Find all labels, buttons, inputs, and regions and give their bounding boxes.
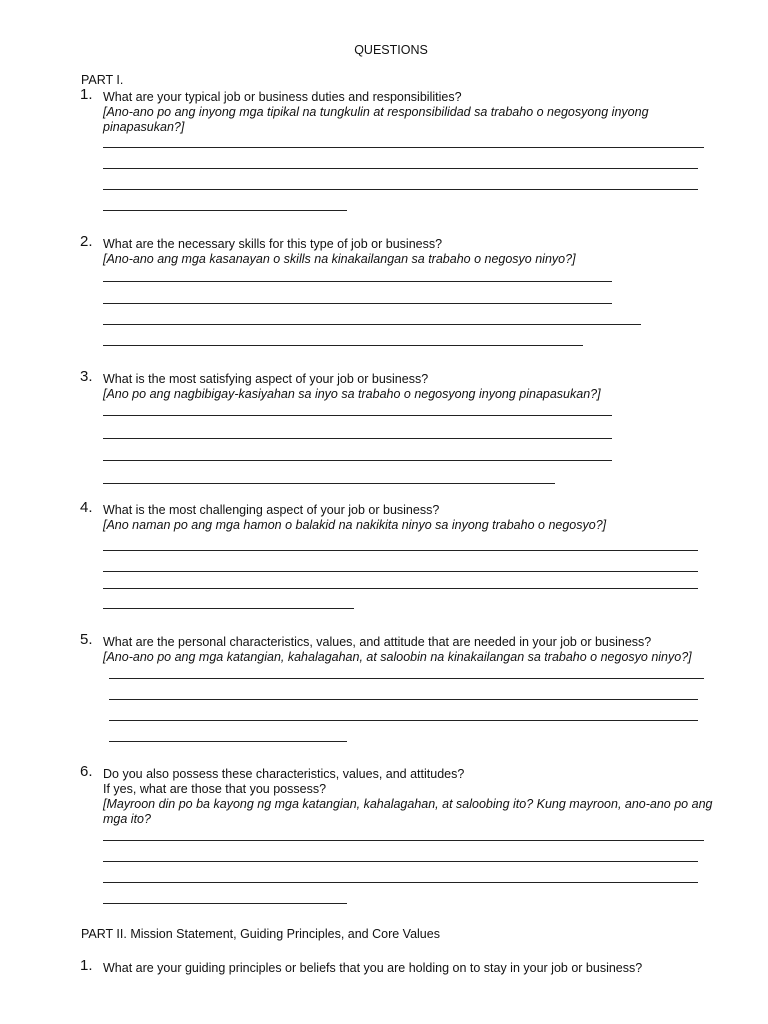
question-text	[103, 90, 723, 135]
answer-line[interactable]	[109, 741, 347, 742]
answer-line[interactable]	[103, 147, 704, 148]
question-english: What are your typical job or business duties and responsibilities?	[103, 90, 462, 104]
answer-line[interactable]	[103, 324, 641, 325]
answer-line[interactable]	[103, 460, 612, 461]
question-english: What is the most satisfying aspect of your job or business?	[103, 372, 429, 386]
question-number: 1.	[80, 86, 93, 103]
page-title: QUESTIONS	[354, 43, 428, 57]
answer-line[interactable]	[103, 189, 698, 190]
answer-line[interactable]	[103, 571, 698, 572]
answer-line[interactable]	[103, 903, 347, 904]
question-english: What are your guiding principles or beliefs that you are holding on to stay in your job or business?	[103, 961, 643, 975]
question-translation: [Ano naman po ang mga hamon o balakid na nakikita ninyo sa inyong trabaho o negosyo?]	[103, 518, 607, 532]
answer-line[interactable]	[103, 608, 354, 609]
question-text	[103, 635, 723, 665]
question-translation: [Ano-ano po ang inyong mga tipikal na tungkulin at responsibilidad sa trabaho o negosyong inyong pinapasukan?]	[103, 105, 649, 134]
answer-line[interactable]	[103, 303, 612, 304]
question-number: 1.	[80, 957, 93, 974]
part1-heading: PART I.	[81, 73, 124, 87]
answer-line[interactable]	[103, 345, 583, 346]
answer-line[interactable]	[103, 438, 612, 439]
question-number: 3.	[80, 368, 93, 385]
answer-line[interactable]	[109, 678, 704, 679]
answer-line[interactable]	[103, 168, 698, 169]
question-text	[103, 237, 723, 267]
answer-line[interactable]	[109, 699, 698, 700]
question-number: 6.	[80, 763, 93, 780]
question-subtext: If yes, what are those that you possess?	[103, 782, 327, 796]
question-text	[103, 767, 723, 827]
question-text	[103, 961, 723, 976]
answer-line[interactable]	[103, 281, 612, 282]
answer-line[interactable]	[109, 720, 698, 721]
answer-line[interactable]	[103, 483, 555, 484]
question-english: What are the personal characteristics, values, and attitude that are needed in your job or business?	[103, 635, 652, 649]
question-translation: [Ano po ang nagbibigay-kasiyahan sa inyo sa trabaho o negosyong inyong pinapasukan?]	[103, 387, 601, 401]
question-text	[103, 372, 723, 402]
question-english: What are the necessary skills for this type of job or business?	[103, 237, 443, 251]
question-number: 5.	[80, 631, 93, 648]
question-number: 4.	[80, 499, 93, 516]
question-english: What is the most challenging aspect of your job or business?	[103, 503, 440, 517]
question-translation: [Ano-ano ang mga kasanayan o skills na kinakailangan sa trabaho o negosyo ninyo?]	[103, 252, 576, 266]
question-number: 2.	[80, 233, 93, 250]
question-translation: [Ano-ano po ang mga katangian, kahalagahan, at saloobin na kinakailangan sa trabaho o negosyo ninyo?]	[103, 650, 692, 664]
part2-heading: PART II. Mission Statement, Guiding Principles, and Core Values	[81, 927, 440, 941]
answer-line[interactable]	[103, 840, 704, 841]
answer-line[interactable]	[103, 861, 698, 862]
answer-line[interactable]	[103, 415, 612, 416]
question-english: Do you also possess these characteristics, values, and attitudes?	[103, 767, 465, 781]
answer-line[interactable]	[103, 882, 698, 883]
question-translation: [Mayroon din po ba kayong ng mga katangian, kahalagahan, at saloobing ito? Kung mayroon, ano-ano po ang mga ito?	[103, 797, 713, 826]
answer-line[interactable]	[103, 210, 347, 211]
answer-line[interactable]	[103, 550, 698, 551]
answer-line[interactable]	[103, 588, 698, 589]
question-text	[103, 503, 723, 533]
